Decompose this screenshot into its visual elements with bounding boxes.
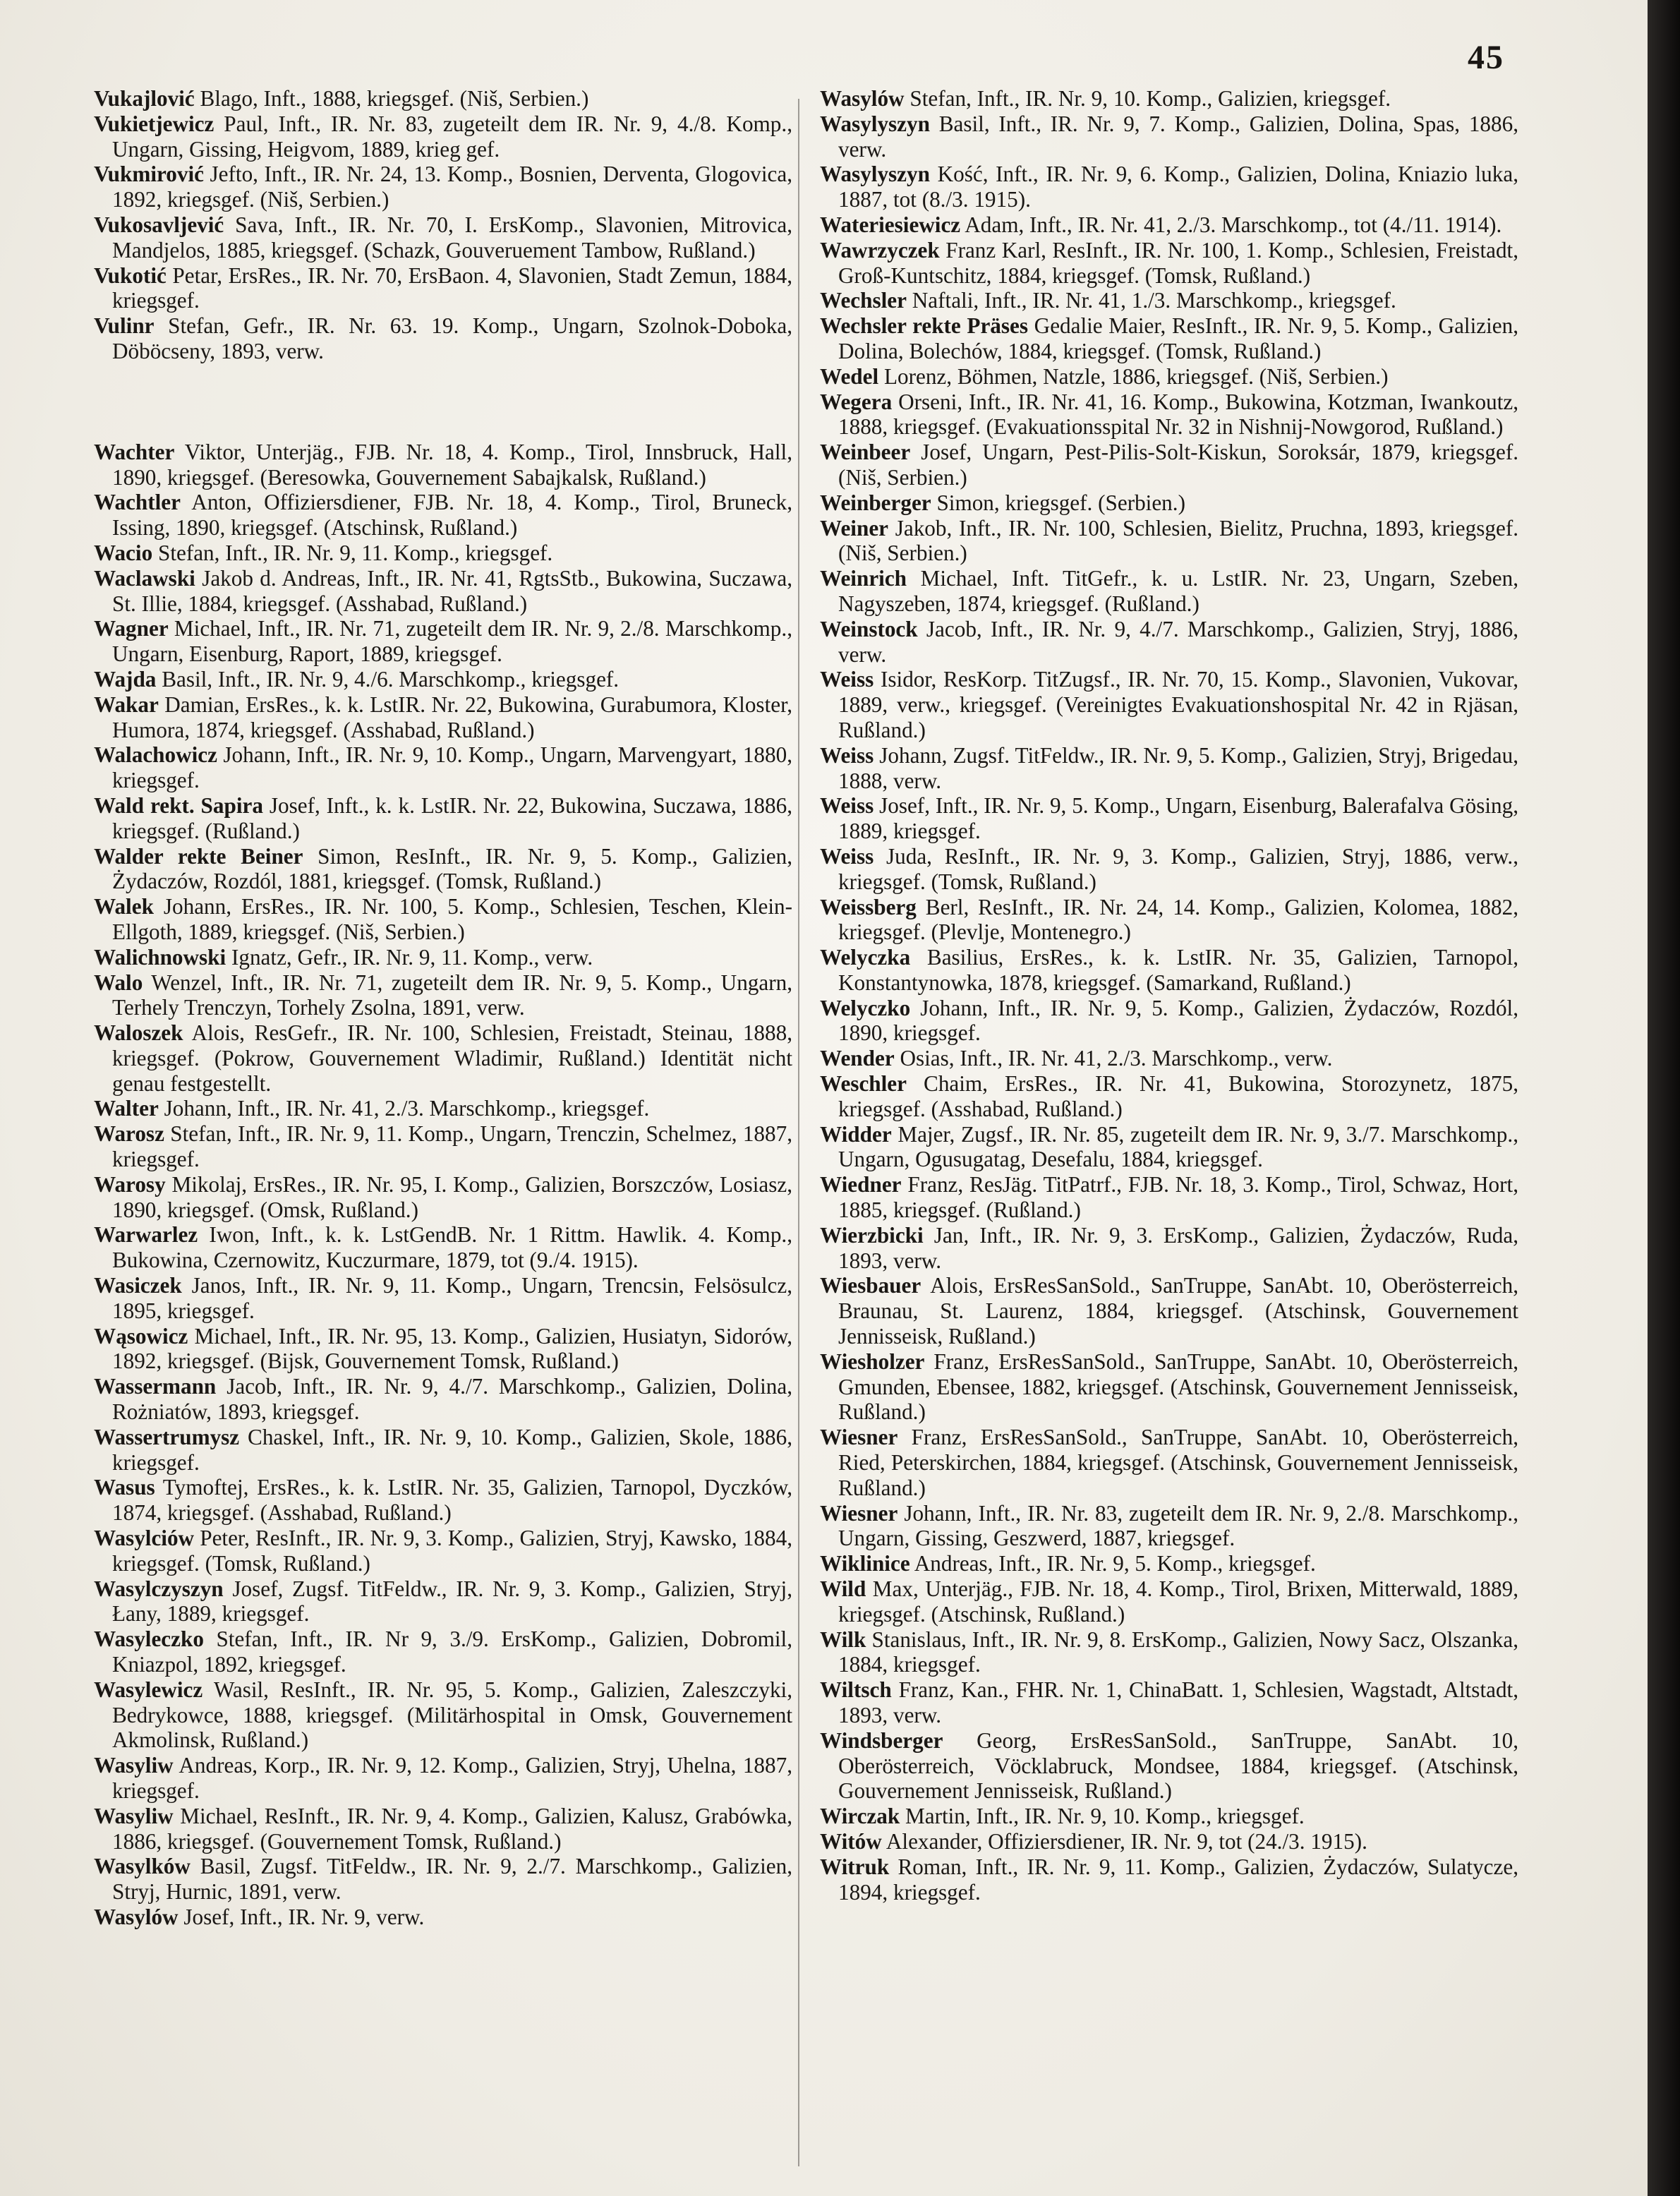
entry-surname: Walo bbox=[94, 970, 143, 995]
register-entry bbox=[820, 566, 1518, 617]
entry-details: Lorenz, Böhmen, Natzle, 1886, kriegsgef. (Niš, Serbien.) bbox=[883, 363, 1389, 389]
entry-details: Andreas, Korp., IR. Nr. 9, 12. Komp., Galizien, Stryj, Uhelna, 1887, kriegsgef. bbox=[112, 1753, 792, 1803]
entry-surname: Walichnowski bbox=[94, 944, 226, 970]
register-entry bbox=[94, 970, 792, 1021]
register-entry bbox=[94, 313, 792, 364]
entry-details: Franz, ResJäg. TitPatrf., FJB. Nr. 18, 3. Komp., Tirol, Schwaz, Hort, 1885, kriegsgef. (Rußland.) bbox=[838, 1172, 1518, 1223]
entry-surname: Wechsler rekte Präses bbox=[820, 313, 1029, 339]
register-entry bbox=[820, 390, 1518, 440]
entry-surname: Wachter bbox=[94, 439, 175, 464]
entry-surname: Warosy bbox=[94, 1171, 166, 1197]
entry-details: Petar, ErsRes., IR. Nr. 70, ErsBaon. 4, Slavonien, Stadt Zemun, 1884, kriegsgef. bbox=[112, 263, 793, 313]
register-entry bbox=[94, 1121, 792, 1172]
entry-details: Mikolaj, ErsRes., IR. Nr. 95, I. Komp., Galizien, Borszczów, Losiasz, 1890, kriegsgef. (Omsk, Rußland.) bbox=[112, 1171, 793, 1222]
entry-details: Alexander, Offiziersdiener, IR. Nr. 9, tot (24./3. 1915). bbox=[886, 1828, 1367, 1854]
register-entry bbox=[94, 844, 792, 895]
entry-details: Chaskel, Inft., IR. Nr. 9, 10. Komp., Galizien, Skole, 1886, kriegsgef. bbox=[112, 1424, 792, 1475]
register-entry bbox=[820, 1046, 1518, 1071]
entry-surname: Wild bbox=[820, 1576, 866, 1602]
register-entry bbox=[820, 743, 1518, 794]
entry-surname: Warosz bbox=[94, 1121, 164, 1147]
register-entry bbox=[94, 212, 792, 263]
register-entry bbox=[820, 1273, 1518, 1349]
entry-details: Roman, Inft., IR. Nr. 9, 11. Komp., Galizien, Żydaczów, Sulatycze, 1894, kriegsgef. bbox=[838, 1854, 1518, 1905]
entry-surname: Wasylów bbox=[94, 1904, 179, 1929]
entry-details: Simon, ResInft., IR. Nr. 9, 5. Komp., Galizien, Żydaczów, Rozdól, 1881, kriegsgef. (Tomsk, Rußland.) bbox=[112, 843, 792, 894]
register-entry bbox=[94, 1526, 792, 1576]
register-entry bbox=[820, 1501, 1518, 1552]
entry-details: Franz, Kan., FHR. Nr. 1, ChinaBatt. 1, Schlesien, Wagstadt, Altstadt, 1893, verw. bbox=[838, 1677, 1519, 1727]
entry-surname: Weinberger bbox=[820, 490, 931, 515]
register-entry bbox=[820, 288, 1518, 313]
entry-surname: Witruk bbox=[820, 1854, 890, 1879]
entry-surname: Welyczko bbox=[820, 995, 911, 1020]
entry-surname: Vukajlović bbox=[94, 86, 195, 111]
entry-surname: Wald rekt. Sapira bbox=[94, 792, 263, 818]
entry-surname: Wasylciów bbox=[94, 1526, 195, 1551]
entry-surname: Wasyliw bbox=[94, 1753, 174, 1778]
register-entry bbox=[94, 162, 792, 212]
entry-surname: Wasyleczko bbox=[94, 1627, 204, 1652]
entry-surname: Wasyliw bbox=[94, 1803, 174, 1828]
entry-surname: Warwarlez bbox=[94, 1222, 198, 1248]
entry-details: Michael, Inft., IR. Nr. 95, 13. Komp., Galizien, Husiatyn, Sidorów, 1892, kriegsgef. (Bijsk, Gouvernement Tomsk, Rußland.) bbox=[112, 1323, 793, 1374]
register-entry bbox=[820, 1627, 1518, 1678]
entry-surname: Wasylewicz bbox=[94, 1677, 203, 1702]
entry-details: Stefan, Inft., IR. Nr 9, 3./9. ErsKomp., Galizien, Dobromil, Kniazpol, 1892, kriegsgef. bbox=[112, 1627, 792, 1677]
entry-surname: Wechsler bbox=[820, 288, 907, 313]
entry-details: Jacob, Inft., IR. Nr. 9, 4./7. Marschkomp., Galizien, Stryj, 1886, verw. bbox=[838, 616, 1518, 667]
register-entry bbox=[94, 1222, 792, 1273]
register-entry bbox=[94, 945, 792, 970]
entry-surname: Vulinr bbox=[94, 313, 155, 339]
entry-details: Jefto, Inft., IR. Nr. 24, 13. Komp., Bosnien, Derventa, Glogovica, 1892, kriegsgef. (Niš, Serbien.) bbox=[112, 162, 792, 212]
entry-details: Michael, Inft. TitGefr., k. u. LstIR. Nr. 23, Ungarn, Szeben, Nagyszeben, 1874, kriegsgef. (Rußland.) bbox=[838, 566, 1519, 616]
entry-details: Adam, Inft., IR. Nr. 41, 2./3. Marschkomp., tot (4./11. 1914). bbox=[965, 212, 1502, 237]
entry-surname: Wateriesiewicz bbox=[820, 212, 961, 237]
entry-details: Jakob, Inft., IR. Nr. 100, Schlesien, Bielitz, Pruchna, 1893, kriegsgef. (Niš, Serbien.) bbox=[838, 515, 1519, 566]
register-entry bbox=[94, 1374, 792, 1425]
entry-details: Max, Unterjäg., FJB. Nr. 18, 4. Komp., Tirol, Brixen, Mitterwald, 1889, kriegsgef. (Atschinsk, Rußland.) bbox=[838, 1576, 1518, 1627]
entry-details: Simon, kriegsgef. (Serbien.) bbox=[936, 490, 1185, 515]
entry-details: Franz Karl, ResInft., IR. Nr. 100, 1. Komp., Schlesien, Freistadt, Groß-Kuntschitz, 1884, kriegsgef. (Tomsk, Rußland.) bbox=[838, 237, 1519, 288]
entry-details: Juda, ResInft., IR. Nr. 9, 3. Komp., Galizien, Stryj, 1886, verw., kriegsgef. (Tomsk, Rußland.) bbox=[838, 843, 1519, 894]
register-entry bbox=[94, 440, 792, 490]
entry-surname: Windsberger bbox=[820, 1727, 943, 1753]
entry-surname: Wiesholzer bbox=[820, 1349, 925, 1374]
register-entry bbox=[820, 490, 1518, 516]
left-column bbox=[94, 86, 792, 1930]
entry-surname: Widder bbox=[820, 1121, 892, 1147]
register-entry bbox=[820, 162, 1518, 212]
register-entry bbox=[820, 895, 1518, 946]
entry-details: Basil, Inft., IR. Nr. 9, 4./6. Marschkomp., kriegsgef. bbox=[162, 666, 620, 692]
entry-surname: Wedel bbox=[820, 363, 879, 389]
entry-details: Blago, Inft., 1888, kriegsgef. (Niš, Serbien.) bbox=[200, 86, 589, 111]
entry-details: Basilius, ErsRes., k. k. LstIR. Nr. 35, Galizien, Tarnopol, Konstantynowka, 1878, kriegsgef. (Samarkand, Rußland.) bbox=[838, 945, 1518, 995]
register-entry bbox=[820, 793, 1518, 844]
column-divider bbox=[798, 99, 799, 2166]
entry-details: Kość, Inft., IR. Nr. 9, 6. Komp., Galizien, Dolina, Kniazio luka, 1887, tot (8./3. 1915). bbox=[838, 162, 1518, 212]
right-column bbox=[820, 86, 1518, 1905]
register-entry bbox=[820, 1071, 1518, 1122]
entry-surname: Weiss bbox=[820, 667, 874, 692]
entry-surname: Wiedner bbox=[820, 1172, 902, 1197]
entry-surname: Walachowicz bbox=[94, 742, 217, 768]
register-entry bbox=[820, 844, 1518, 895]
entry-surname: Vukosavljević bbox=[94, 212, 224, 237]
register-entry bbox=[94, 1677, 792, 1753]
entry-surname: Weiss bbox=[820, 843, 874, 869]
entry-surname: Wasylczyszyn bbox=[94, 1576, 224, 1601]
entry-details: Peter, ResInft., IR. Nr. 9, 3. Komp., Galizien, Stryj, Kawsko, 1884, kriegsgef. (Tomsk, Rußland.) bbox=[112, 1526, 792, 1576]
register-entry bbox=[820, 1854, 1518, 1905]
entry-details: Wasil, ResInft., IR. Nr. 95, 5. Komp., Galizien, Zaleszczyki, Bedrykowce, 1888, kriegsgef. (Militärhospital in Omsk, Gouvernement Akmolinsk, Rußland.) bbox=[112, 1677, 792, 1753]
entry-details: Majer, Zugsf., IR. Nr. 85, zugeteilt dem IR. Nr. 9, 3./7. Marschkomp., Ungarn, Ogusugatag, Desefalu, 1884, kriegsgef. bbox=[838, 1121, 1518, 1172]
entry-details: Sava, Inft., IR. Nr. 70, I. ErsKomp., Slavonien, Mitrovica, Mandjelos, 1885, kriegsgef. (Schazk, Gouveruement Tambow, Rußland.) bbox=[112, 212, 792, 263]
entry-surname: Wassermann bbox=[94, 1374, 217, 1399]
entry-surname: Vukmirović bbox=[94, 162, 204, 187]
entry-surname: Wegera bbox=[820, 389, 893, 414]
entry-surname: Wacio bbox=[94, 540, 153, 565]
entry-surname: Wassertrumysz bbox=[94, 1424, 240, 1449]
register-entry bbox=[820, 1551, 1518, 1576]
entry-details: Michael, ResInft., IR. Nr. 9, 4. Komp., Galizien, Kalusz, Grabówka, 1886, kriegsgef. (Gouvernement Tomsk, Rußland.) bbox=[112, 1803, 793, 1854]
entry-surname: Wender bbox=[820, 1046, 895, 1071]
register-entry bbox=[94, 111, 792, 162]
entry-surname: Wajda bbox=[94, 666, 157, 692]
register-entry bbox=[820, 212, 1518, 238]
register-entry bbox=[94, 667, 792, 692]
entry-surname: Vukietjewicz bbox=[94, 111, 214, 136]
entry-surname: Wawrzyczek bbox=[820, 237, 940, 263]
register-entry bbox=[820, 1576, 1518, 1627]
entry-surname: Wasus bbox=[94, 1475, 155, 1500]
entry-details: Johann, Inft., IR. Nr. 9, 10. Komp., Ungarn, Marvengyart, 1880, kriegsgef. bbox=[112, 742, 792, 793]
register-entry bbox=[820, 1122, 1518, 1173]
register-entry bbox=[820, 440, 1518, 490]
register-entry bbox=[94, 541, 792, 566]
entry-details: Orseni, Inft., IR. Nr. 41, 16. Komp., Bukowina, Kotzman, Iwankoutz, 1888, kriegsgef. (Evakuationsspital Nr. 32 in Nishnij-Nowgorod, Rußland.) bbox=[838, 389, 1518, 440]
entry-details: Alois, ResGefr., IR. Nr. 100, Schlesien, Freistadt, Steinau, 1888, kriegsgef. (Pokrow, Gouvernement Wladimir, Rußland.) Identität nicht genau festgestellt. bbox=[112, 1020, 792, 1096]
entry-details: Jacob, Inft., IR. Nr. 9, 4./7. Marschkomp., Galizien, Dolina, Rożniatów, 1893, kriegsgef. bbox=[112, 1374, 793, 1425]
entry-surname: Wiltsch bbox=[820, 1677, 892, 1703]
register-entry bbox=[94, 1172, 792, 1223]
entry-details: Alois, ErsResSanSold., SanTruppe, SanAbt. 10, Oberösterreich, Braunau, St. Laurenz, 1884, kriegsgef. (Atschinsk, Gouvernement Jennisseisk, Rußland.) bbox=[838, 1273, 1518, 1349]
register-entry bbox=[94, 894, 792, 945]
register-entry bbox=[94, 1096, 792, 1121]
entry-details: Josef, Zugsf. TitFeldw., IR. Nr. 9, 3. Komp., Galizien, Stryj, Łany, 1889, kriegsgef. bbox=[112, 1576, 793, 1627]
register-entry bbox=[820, 1829, 1518, 1854]
entry-surname: Walter bbox=[94, 1096, 159, 1121]
register-entry bbox=[94, 1854, 792, 1905]
entry-details: Andreas, Inft., IR. Nr. 9, 5. Komp., kriegsgef. bbox=[914, 1551, 1316, 1576]
register-entry bbox=[94, 490, 792, 541]
entry-details: Franz, ErsResSanSold., SanTruppe, SanAbt. 10, Oberösterreich, Ried, Peterskirchen, 1884, kriegsgef. (Atschinsk, Gouvernement Jennisseisk, Rußland.) bbox=[838, 1425, 1518, 1500]
entry-details: Jakob d. Andreas, Inft., IR. Nr. 41, RgtsStb., Bukowina, Suczawa, St. Illie, 1884, kriegsgef. (Asshabad, Rußland.) bbox=[112, 565, 793, 616]
entry-details: Michael, Inft., IR. Nr. 71, zugeteilt dem IR. Nr. 9, 2./8. Marschkomp., Ungarn, Eisenburg, Raport, 1889, kriegsgef. bbox=[112, 616, 792, 667]
register-entry bbox=[820, 1677, 1518, 1728]
register-entry bbox=[94, 742, 792, 793]
entry-surname: Vukotić bbox=[94, 263, 167, 288]
entry-details: Anton, Offiziersdiener, FJB. Nr. 18, 4. Komp., Tirol, Bruneck, Issing, 1890, kriegsgef. (Atschinsk, Rußland.) bbox=[112, 490, 792, 541]
entry-details: Johann, Inft., IR. Nr. 83, zugeteilt dem IR. Nr. 9, 2./8. Marschkomp., Ungarn, Gissing, Geszwerd, 1887, kriegsgef. bbox=[838, 1500, 1518, 1551]
entry-surname: Wasylyszyn bbox=[820, 111, 930, 136]
register-entry bbox=[94, 566, 792, 617]
register-entry bbox=[94, 263, 792, 314]
entry-details: Naftali, Inft., IR. Nr. 41, 1./3. Marschkomp., kriegsgef. bbox=[912, 288, 1396, 313]
entry-surname: Walek bbox=[94, 894, 154, 919]
page-number: 45 bbox=[1468, 39, 1504, 76]
entry-details: Josef, Inft., IR. Nr. 9, 5. Komp., Ungarn, Eisenburg, Balerafalva Gösing, 1889, kriegsgef. bbox=[838, 793, 1518, 844]
entry-surname: Wiesbauer bbox=[820, 1273, 921, 1298]
register-entry bbox=[820, 1425, 1518, 1500]
register-entry bbox=[94, 1627, 792, 1677]
register-entry bbox=[820, 1223, 1518, 1274]
entry-surname: Wasylków bbox=[94, 1854, 191, 1879]
register-entry bbox=[820, 667, 1518, 742]
entry-details: Stanislaus, Inft., IR. Nr. 9, 8. ErsKomp., Galizien, Nowy Sacz, Olszanka, 1884, kriegsgef. bbox=[838, 1627, 1518, 1677]
entry-surname: Wasiczek bbox=[94, 1273, 182, 1298]
register-entry bbox=[820, 1349, 1518, 1425]
entry-details: Josef, Inft., k. k. LstIR. Nr. 22, Bukowina, Suczawa, 1886, kriegsgef. (Rußland.) bbox=[112, 792, 792, 843]
entry-surname: Wirczak bbox=[820, 1804, 900, 1829]
entry-surname: Wilk bbox=[820, 1627, 866, 1652]
register-entry bbox=[820, 945, 1518, 996]
register-entry bbox=[94, 1324, 792, 1375]
section-gap bbox=[94, 364, 792, 440]
entry-surname: Wiesner bbox=[820, 1425, 898, 1450]
register-entry bbox=[94, 86, 792, 111]
entry-details: Georg, ErsResSanSold., SanTruppe, SanAbt. 10, Oberösterreich, Vöcklabruck, Mondsee, 1884, kriegsgef. (Atschinsk, Gouvernement Jennisseisk, Rußland.) bbox=[838, 1727, 1519, 1804]
entry-details: Josef, Inft., IR. Nr. 9, verw. bbox=[183, 1904, 425, 1929]
entry-surname: Wiesner bbox=[820, 1500, 898, 1526]
entry-surname: Weinstock bbox=[820, 616, 918, 641]
register-entry bbox=[820, 238, 1518, 289]
entry-surname: Weinbeer bbox=[820, 440, 911, 465]
register-entry bbox=[820, 996, 1518, 1046]
entry-details: Tymoftej, ErsRes., k. k. LstIR. Nr. 35, Galizien, Tarnopol, Dyczków, 1874, kriegsgef. (Asshabad, Rußland.) bbox=[112, 1475, 792, 1526]
register-entry bbox=[94, 616, 792, 667]
entry-details: Berl, ResInft., IR. Nr. 24, 14. Komp., Galizien, Kolomea, 1882, kriegsgef. (Plevlje, Montenegro.) bbox=[838, 894, 1519, 945]
register-entry bbox=[820, 1728, 1518, 1804]
entry-surname: Weissberg bbox=[820, 894, 917, 919]
register-entry bbox=[94, 1020, 792, 1096]
entry-details: Osias, Inft., IR. Nr. 41, 2./3. Marschkomp., verw. bbox=[900, 1046, 1333, 1071]
entry-details: Iwon, Inft., k. k. LstGendB. Nr. 1 Rittm. Hawlik. 4. Komp., Bukowina, Czernowitz, Kuczurmare, 1879, tot (9./4. 1915). bbox=[112, 1222, 793, 1273]
entry-details: Jan, Inft., IR. Nr. 9, 3. ErsKomp., Galizien, Żydaczów, Ruda, 1893, verw. bbox=[838, 1222, 1518, 1273]
entry-surname: Wiklinice bbox=[820, 1551, 910, 1576]
entry-surname: Weiss bbox=[820, 742, 874, 768]
entry-details: Chaim, ErsRes., IR. Nr. 41, Bukowina, Storozynetz, 1875, kriegsgef. (Asshabad, Rußland.) bbox=[838, 1071, 1519, 1121]
entry-surname: Wakar bbox=[94, 692, 159, 717]
entry-surname: Wąsowicz bbox=[94, 1323, 188, 1349]
register-entry bbox=[94, 1425, 792, 1476]
register-entry bbox=[94, 1804, 792, 1854]
register-entry bbox=[94, 793, 792, 844]
entry-surname: Weinrich bbox=[820, 566, 907, 591]
entry-details: Janos, Inft., IR. Nr. 9, 11. Komp., Ungarn, Trencsin, Felsösulcz, 1895, kriegsgef. bbox=[112, 1273, 792, 1323]
entry-details: Stefan, Inft., IR. Nr. 9, 11. Komp., Ungarn, Trenczin, Schelmez, 1887, kriegsgef. bbox=[112, 1121, 792, 1172]
entry-surname: Wierzbicki bbox=[820, 1222, 924, 1248]
entry-details: Josef, Ungarn, Pest-Pilis-Solt-Kiskun, Soroksár, 1879, kriegsgef. (Niš, Serbien.) bbox=[838, 440, 1519, 490]
entry-details: Isidor, ResKorp. TitZugsf., IR. Nr. 70, 15. Komp., Slavonien, Vukovar, 1889, verw., kriegsgef. (Vereinigtes Evakuationshospital Nr. 42 in Rjäsan, Rußland.) bbox=[838, 667, 1519, 742]
entry-surname: Wasylyszyn bbox=[820, 162, 930, 187]
register-entry bbox=[820, 313, 1518, 364]
entry-details: Viktor, Unterjäg., FJB. Nr. 18, 4. Komp., Tirol, Innsbruck, Hall, 1890, kriegsgef. (Beresowka, Gouvernement Sabajkalsk, Rußland.) bbox=[112, 439, 793, 490]
entry-details: Franz, ErsResSanSold., SanTruppe, SanAbt. 10, Oberösterreich, Gmunden, Ebensee, 1882, kriegsgef. (Atschinsk, Gouvernement Jennisseisk, Rußland.) bbox=[838, 1349, 1518, 1425]
entry-surname: Welyczka bbox=[820, 945, 911, 970]
entry-details: Stefan, Inft., IR. Nr. 9, 11. Komp., kriegsgef. bbox=[157, 540, 553, 565]
entry-details: Stefan, Inft., IR. Nr. 9, 10. Komp., Galizien, kriegsgef. bbox=[910, 86, 1391, 111]
register-entry bbox=[820, 617, 1518, 668]
entry-details: Basil, Zugsf. TitFeldw., IR. Nr. 9, 2./7. Marschkomp., Galizien, Stryj, Hurnic, 1891, verw. bbox=[112, 1854, 792, 1905]
register-entry bbox=[94, 1576, 792, 1627]
entry-details: Johann, Zugsf. TitFeldw., IR. Nr. 9, 5. Komp., Galizien, Stryj, Brigedau, 1888, verw. bbox=[838, 742, 1519, 793]
entry-surname: Weschler bbox=[820, 1071, 907, 1097]
register-entry bbox=[820, 516, 1518, 567]
entry-surname: Waclawski bbox=[94, 565, 195, 591]
register-entry bbox=[820, 1804, 1518, 1829]
entry-surname: Waloszek bbox=[94, 1020, 183, 1046]
entry-details: Johann, Inft., IR. Nr. 41, 2./3. Marschkomp., kriegsgef. bbox=[164, 1096, 650, 1121]
register-entry bbox=[94, 1475, 792, 1526]
entry-details: Wenzel, Inft., IR. Nr. 71, zugeteilt dem IR. Nr. 9, 5. Komp., Ungarn, Terhely Trenczyn, Torhely Zsolna, 1891, verw. bbox=[112, 970, 793, 1020]
entry-details: Johann, Inft., IR. Nr. 9, 5. Komp., Galizien, Żydaczów, Rozdól, 1890, kriegsgef. bbox=[838, 995, 1519, 1046]
scan-edge bbox=[1648, 0, 1680, 2196]
entry-surname: Walder rekte Beiner bbox=[94, 843, 303, 869]
entry-details: Stefan, Gefr., IR. Nr. 63. 19. Komp., Ungarn, Szolnok-Doboka, Döböcseny, 1893, verw. bbox=[112, 313, 792, 363]
register-entry bbox=[820, 86, 1518, 111]
entry-details: Basil, Inft., IR. Nr. 9, 7. Komp., Galizien, Dolina, Spas, 1886, verw. bbox=[838, 111, 1518, 162]
entry-details: Gedalie Maier, ResInft., IR. Nr. 9, 5. Komp., Galizien, Dolina, Bolechów, 1884, kriegsgef. (Tomsk, Rußland.) bbox=[838, 313, 1519, 363]
entry-surname: Witów bbox=[820, 1828, 882, 1854]
register-entry bbox=[820, 1172, 1518, 1223]
register-entry bbox=[94, 1905, 792, 1930]
entry-details: Martin, Inft., IR. Nr. 9, 10. Komp., kriegsgef. bbox=[905, 1804, 1305, 1829]
entry-details: Johann, ErsRes., IR. Nr. 100, 5. Komp., Schlesien, Teschen, Klein-Ellgoth, 1889, kriegsgef. (Niš, Serbien.) bbox=[112, 894, 792, 944]
entry-surname: Weiner bbox=[820, 515, 889, 541]
entry-surname: Wasylów bbox=[820, 86, 905, 111]
entry-details: Damian, ErsRes., k. k. LstIR. Nr. 22, Bukowina, Gurabumora, Kloster, Humora, 1874, kriegsgef. (Asshabad, Rußland.) bbox=[112, 692, 793, 742]
register-entry bbox=[820, 364, 1518, 390]
entry-surname: Wagner bbox=[94, 616, 169, 641]
entry-surname: Wachtler bbox=[94, 490, 181, 515]
register-entry bbox=[94, 692, 792, 743]
entry-details: Ignatz, Gefr., IR. Nr. 9, 11. Komp., verw. bbox=[231, 944, 593, 970]
register-entry bbox=[94, 1753, 792, 1804]
register-entry bbox=[94, 1273, 792, 1324]
entry-details: Paul, Inft., IR. Nr. 83, zugeteilt dem IR. Nr. 9, 4./8. Komp., Ungarn, Gissing, Heigvom, 1889, krieg gef. bbox=[112, 111, 792, 162]
entry-surname: Weiss bbox=[820, 793, 874, 819]
register-entry bbox=[820, 111, 1518, 162]
